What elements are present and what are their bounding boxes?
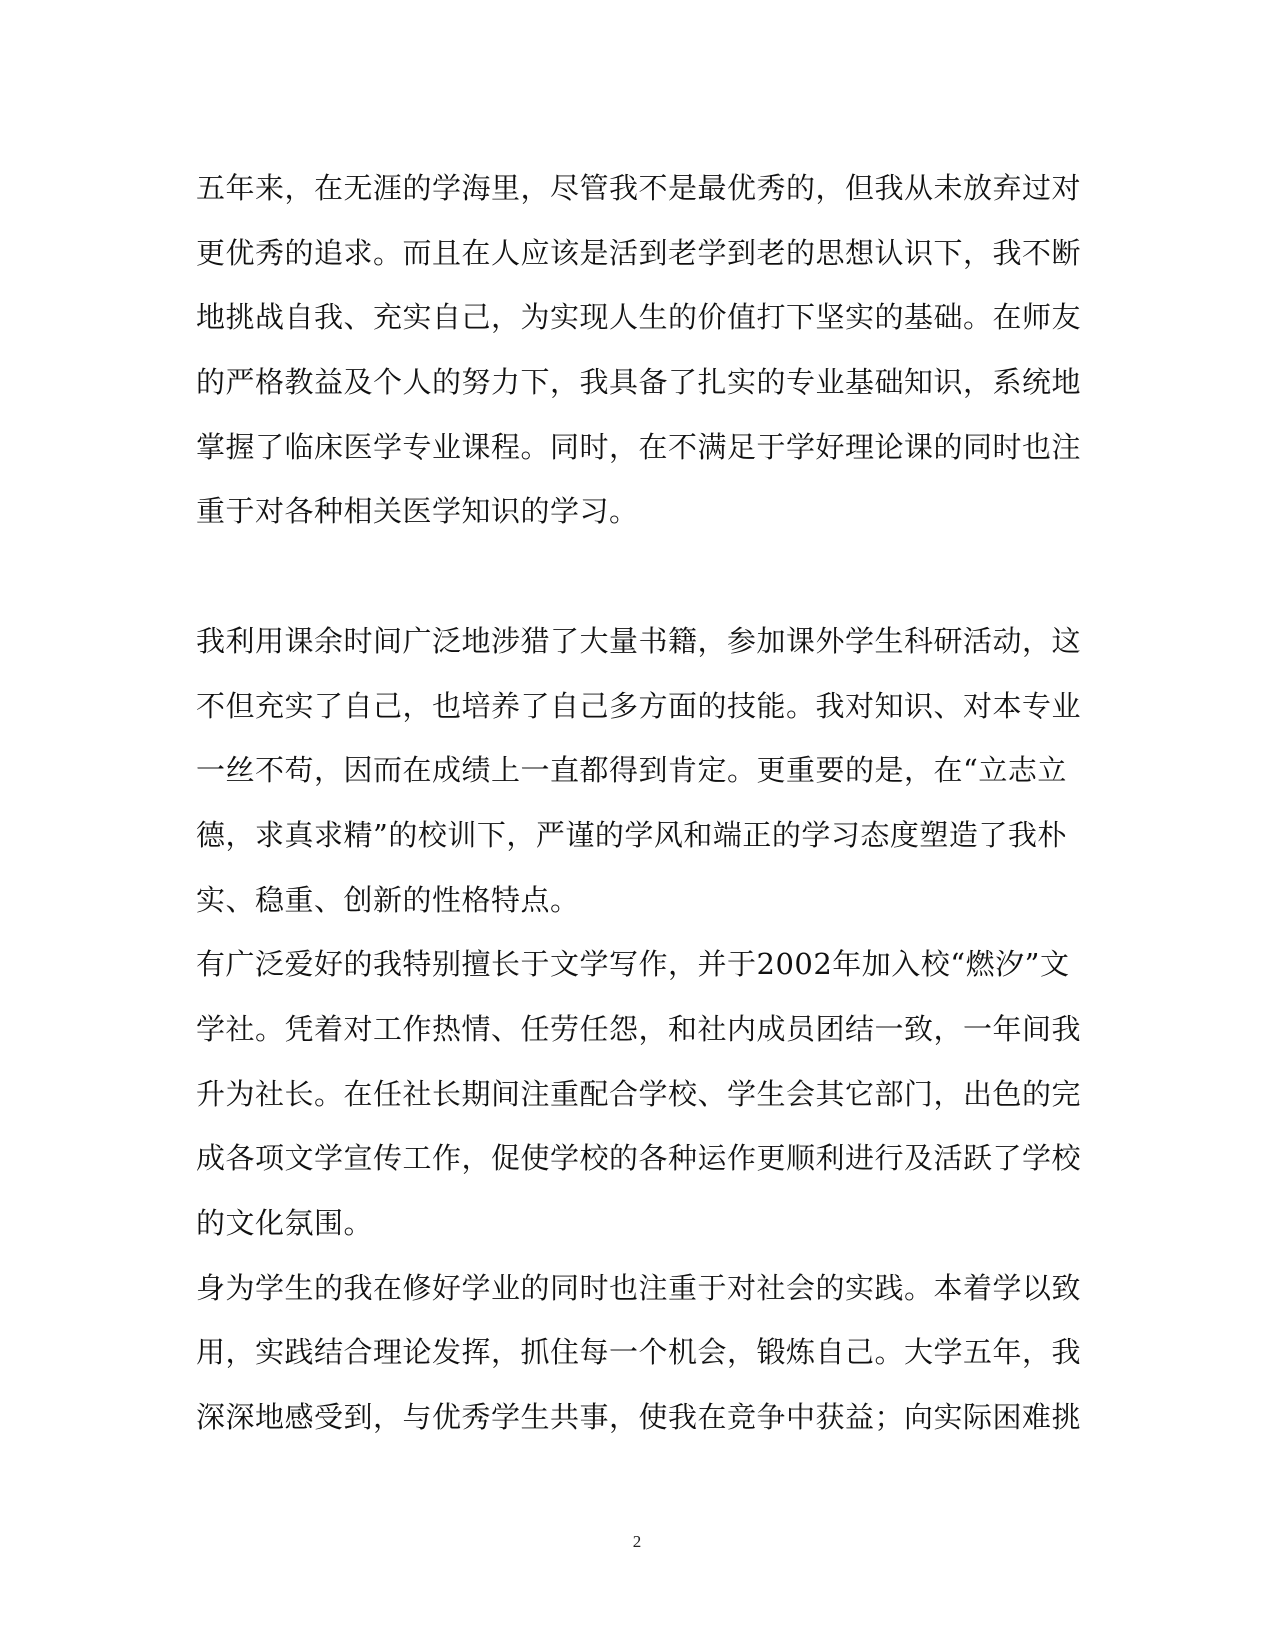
text-line: 成各项文学宣传工作，促使学校的各种运作更顺利进行及活跃了学校: [196, 1141, 1082, 1176]
text-line: 学社。凭着对工作热情、任劳任怨，和社内成员团结一致，一年间我: [196, 1011, 1082, 1046]
paragraph-spacer: [196, 544, 1076, 609]
page-number: 2: [632, 1532, 642, 1551]
text-line: 掌握了临床医学专业课程。同时，在不满足于学好理论课的同时也注: [196, 429, 1082, 464]
text-line: 升为社长。在任社长期间注重配合学校、学生会其它部门，出色的完: [196, 1076, 1082, 1111]
text-line: 的严格教益及个人的努力下，我具备了扎实的专业基础知识，系统地: [196, 365, 1082, 400]
text-line: 五年来，在无涯的学海里，尽管我不是最优秀的，但我从未放弃过对: [196, 171, 1082, 205]
text-line: 更优秀的追求。而且在人应该是活到老学到老的思想认识下，我不断: [196, 235, 1082, 270]
paragraph-3: [196, 932, 1082, 1255]
text-line: 一丝不苟，因而在成绩上一直都得到肯定。更重要的是，在“立志立: [196, 753, 1067, 788]
paragraph-2: [196, 609, 1082, 932]
text-line: 深深地感受到，与优秀学生共事，使我在竞争中获益；向实际困难挑: [196, 1400, 1082, 1435]
paragraph-1: [196, 156, 1082, 544]
text-line: 重于对各种相关医学知识的学习。: [196, 494, 639, 529]
text-line: 地挑战自我、充实自己，为实现人生的价值打下坚实的基础。在师友: [196, 300, 1082, 335]
text-line: 实、稳重、创新的性格特点。: [196, 882, 580, 917]
text-line: 我利用课余时间广泛地涉猎了大量书籍，参加课外学生科研活动，这: [196, 623, 1082, 658]
text-line: 不但充实了自己，也培养了自己多方面的技能。我对知识、对本专业: [196, 688, 1082, 723]
paragraph-4: [196, 1256, 1082, 1450]
body-text: [196, 156, 1082, 1450]
text-line: 身为学生的我在修好学业的同时也注重于对社会的实践。本着学以致: [196, 1270, 1082, 1305]
text-line: 的文化氛围。: [196, 1206, 374, 1240]
text-line: 德，求真求精”的校训下，严谨的学风和端正的学习态度塑造了我朴: [196, 817, 1067, 852]
text-line: 用，实践结合理论发挥，抓住每一个机会，锻炼自己。大学五年，我: [196, 1335, 1082, 1370]
text-line: 有广泛爱好的我特别擅长于文学写作，并于2002年加入校“燃汐”文: [196, 947, 1070, 982]
